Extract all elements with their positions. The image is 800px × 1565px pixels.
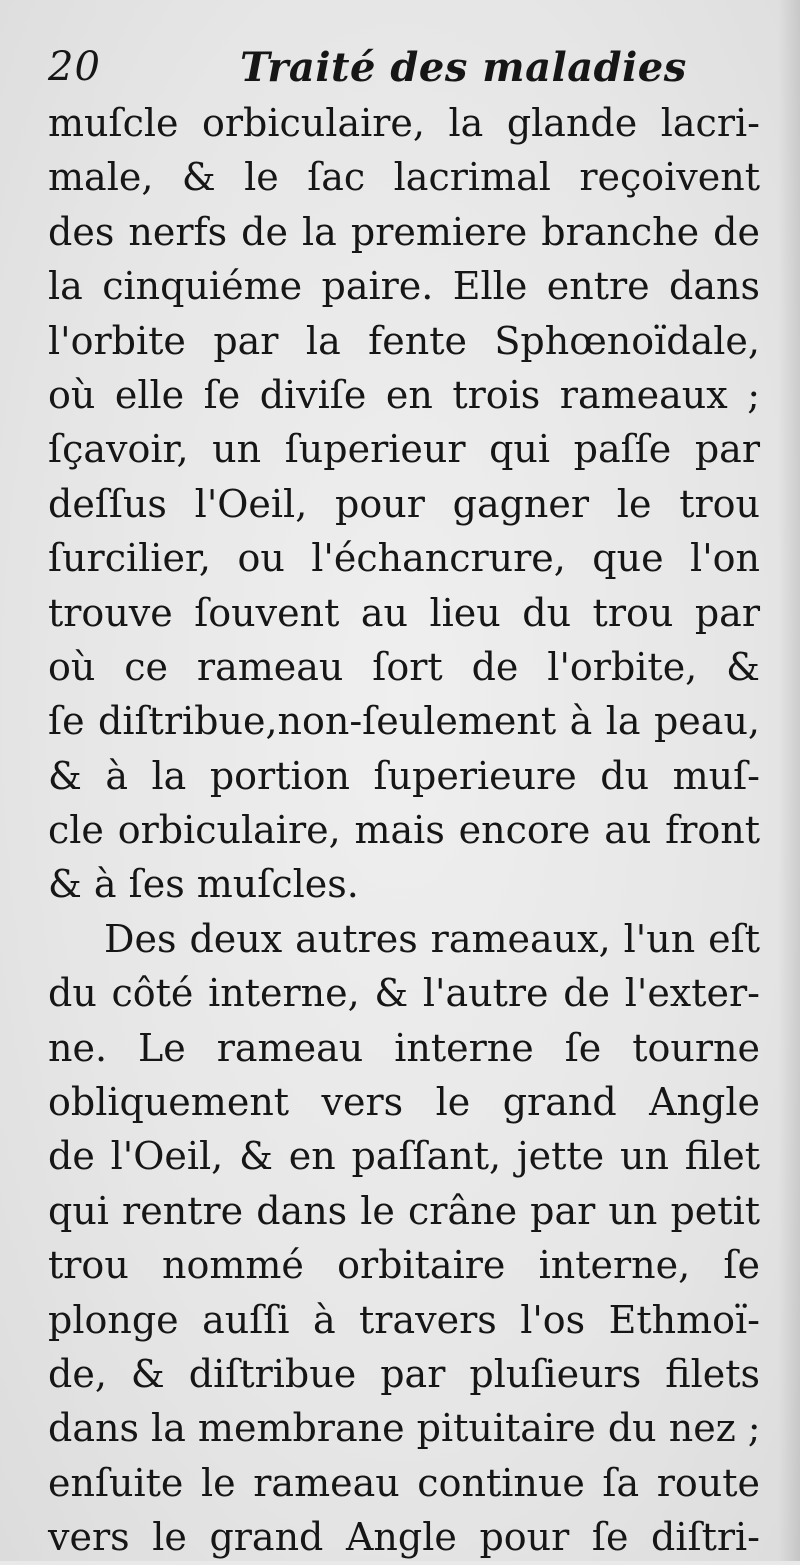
- text-line: male, & le ſac lacrimal reçoivent: [48, 155, 760, 200]
- page-edge-shadow: [778, 0, 800, 1561]
- text-line: qui rentre dans le crâne par un petit: [48, 1188, 760, 1233]
- text-line: où ce rameau ſort de l'orbite, &: [48, 644, 760, 689]
- text-line: enſuite le rameau continue ſa route: [48, 1460, 760, 1505]
- text-line: muſcle orbiculaire, la glande lacri-: [48, 101, 760, 145]
- text-line: & à ſes muſcles.: [48, 862, 359, 907]
- text-line: cle orbiculaire, mais encore au front: [48, 808, 760, 853]
- running-title: Traité des maladies: [240, 44, 687, 91]
- text-line: ſçavoir, un ſuperieur qui paſſe par: [48, 427, 760, 472]
- text-line: du côté interne, & l'autre de l'exter-: [48, 971, 760, 1016]
- text-line: des nerfs de la premiere branche de: [48, 209, 760, 254]
- text-line: obliquement vers le grand Angle: [48, 1080, 760, 1125]
- text-line: de l'Oeil, & en paſſant, jette un filet: [48, 1134, 760, 1179]
- text-line: ſe diſtribue,non-ſeulement à la peau,: [48, 699, 760, 744]
- text-line: Des deux autres rameaux, l'un eſt: [104, 916, 760, 961]
- text-line: de, & diſtribue par pluſieurs filets: [48, 1351, 760, 1396]
- body-text: [48, 96, 760, 1565]
- text-line: ne. Le rameau interne ſe tourne: [48, 1025, 760, 1070]
- text-line: trouve ſouvent au lieu du trou par: [48, 590, 760, 635]
- text-line: trou nommé orbitaire interne, ſe: [48, 1243, 760, 1288]
- text-line: la cinquiéme paire. Elle entre dans: [48, 264, 760, 309]
- text-line: & à la portion ſuperieure du muſ-: [48, 753, 760, 798]
- text-line: dans la membrane pituitaire du nez ;: [48, 1406, 761, 1451]
- page-header: [48, 38, 768, 98]
- text-line: vers le grand Angle pour ſe diſtri-: [48, 1515, 760, 1560]
- text-line: où elle ſe diviſe en trois rameaux ;: [48, 372, 760, 417]
- text-line: plonge auſſi à travers l'os Ethmoï-: [48, 1297, 760, 1342]
- text-line: deſſus l'Oeil, pour gagner le trou: [48, 481, 760, 526]
- text-line: l'orbite par la fente Sphœnoïdale,: [48, 318, 760, 363]
- page-number: 20: [48, 44, 101, 90]
- text-line: ſurcilier, ou l'échancrure, que l'on: [48, 536, 760, 581]
